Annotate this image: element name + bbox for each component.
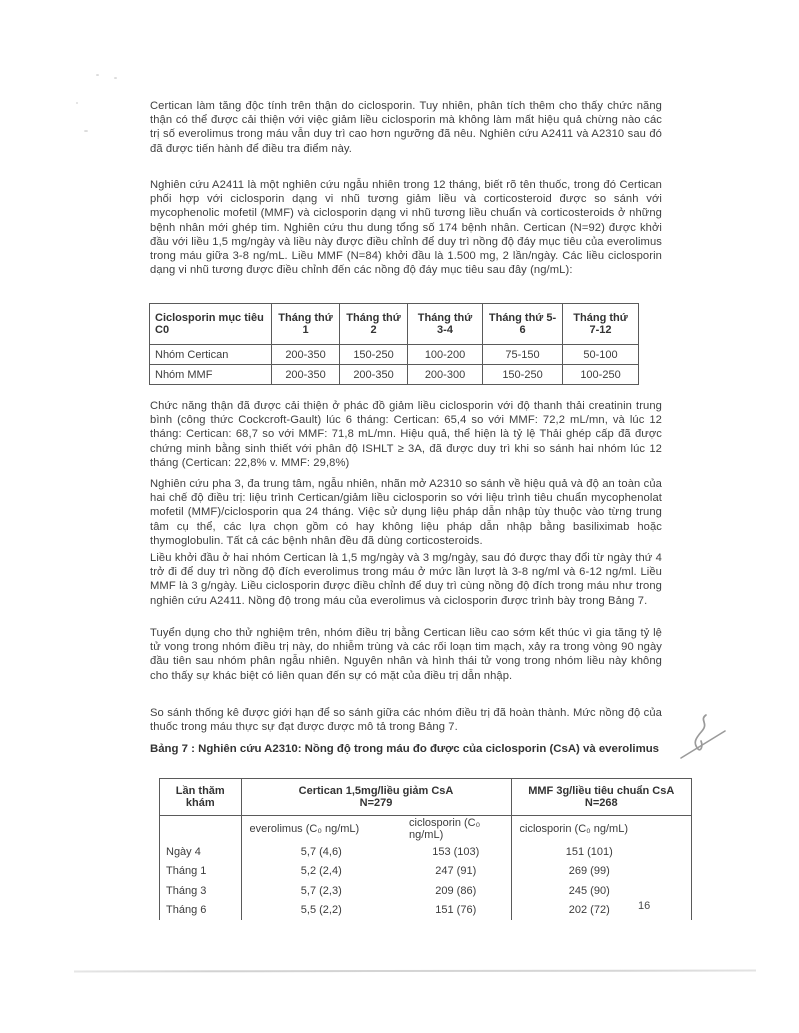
header-cell-mmf-group [511, 779, 691, 816]
subheader-empty [160, 816, 241, 843]
paragraph-study-a2411: Nghiên cứu A2411 là một nghiên cứu ngẫu nhiên trong 12 tháng, biết rõ tên thuốc, trong đó Certican phối hợp với ciclosporin dạng vi nhũ tương giảm liều và corticosteroid được so sánh với mycophenolic mofetil (MMF) và ciclosporin dạng vi nhũ tương liều chuẩn và corticosteroids ở những bệnh nhân mới ghép tim. Nghiên cứu thu dung tổng số 174 bệnh nhân. Certican (N=92) được khởi đầu với liều 1,5 mg/ngày và liều này được điều chỉnh để duy trì nồng độ đáy mục tiêu của everolimus trong máu giữa 3-8 ng/mL. Liều MMF (N=84) khởi đầu là 1.500 mg, 2 lần/ngày. Các liều ciclosporin dạng vi nhũ tương được điều chỉnh đến các nồng độ đáy mục tiêu sau đây (ng/mL): [150, 179, 662, 277]
certican-group-n: N=279 [359, 797, 393, 809]
cell-value: 150-250 [340, 345, 408, 365]
page-edge-scan-line [74, 970, 756, 973]
cell-everolimus: 5,7 (2,3) [241, 881, 401, 901]
cell-mmf-ciclosporin: 202 (72) [511, 901, 691, 921]
cell-value: 200-350 [272, 365, 340, 385]
cell-ciclosporin: 247 (91) [435, 865, 477, 878]
subheader-mmf-ciclosporin: ciclosporin (C₀ ng/mL) [511, 816, 691, 843]
table-header-row [160, 779, 691, 816]
cell-mmf-ciclosporin: 245 (90) [511, 881, 691, 901]
cell-everolimus: 5,2 (2,4) [241, 862, 401, 882]
table7-caption: Bảng 7 : Nghiên cứu A2310: Nồng độ trong máu đo được của ciclosporin (CsA) và everolimus [150, 743, 659, 755]
header-cell-month-7-12: Tháng thứ 7-12 [563, 304, 639, 345]
certican-group-label: Certican 1,5mg/liều giảm CsA [298, 785, 454, 797]
scan-artifact-speck [96, 74, 99, 76]
cell-visit: Ngày 4 [166, 845, 201, 858]
table-row-month-3 [160, 881, 691, 901]
cell-ciclosporin: 151 (76) [435, 904, 477, 917]
paragraph-trial-recruitment: Tuyển dụng cho thử nghiệm trên, nhóm điều trị bằng Certican liều cao sớm kết thúc vì gia tăng tỷ lệ tử vong trong nhóm điều trị này, do nhiễm trùng và các rối loạn tim mạch, xảy ra trong vòng 90 ngày đầu tiên sau nhóm phân ngẫu nhiên. Nguyên nhân và hình thái tử vong trong nhóm liều này không cho thấy sự khác biệt có liên quan đến sự có mặt của điều trị dẫn nhập. [150, 627, 662, 682]
cell-value: 200-350 [272, 345, 340, 365]
cell-value: 50-100 [563, 345, 639, 365]
cell-mmf-ciclosporin: 151 (101) [511, 842, 691, 862]
cell-value: 75-150 [483, 345, 563, 365]
ciclosporin-target-table [149, 303, 639, 385]
table-row-month-1 [160, 862, 691, 882]
cell-value: 100-250 [563, 365, 639, 385]
header-cell-c0-target: Ciclosporin mục tiêu C0 [150, 304, 272, 345]
header-cell-certican-group [241, 779, 511, 816]
cell-visit: Tháng 3 [166, 884, 207, 897]
paragraph-renal-toxicity: Certican làm tăng độc tính trên thận do ciclosporin. Tuy nhiên, phân tích thêm cho thấy chức năng thận có thể được cải thiện với việc giảm liều ciclosporin mà không làm mất hiệu quả chừng nào các trị số everolimus trong máu vẫn duy trì cao hơn ngưỡng đã nêu. Nghiên cứu A2411 và A2310 sau đó đã được tiến hành để điều tra điểm này. [150, 100, 662, 155]
mmf-group-n: N=268 [584, 797, 618, 809]
table-row-certican-group [150, 345, 639, 365]
table-row-mmf-group [150, 365, 639, 385]
cell-mmf-ciclosporin: 269 (99) [511, 862, 691, 882]
header-cell-month-5-6: Tháng thứ 5-6 [483, 304, 563, 345]
table-header-row [150, 304, 639, 345]
cell-value: 200-350 [340, 365, 408, 385]
scan-artifact-speck [84, 130, 88, 132]
table-row-month-6 [160, 901, 691, 921]
mmf-group-label: MMF 3g/liều tiêu chuẩn CsA [528, 785, 675, 797]
cell-value: 200-300 [408, 365, 483, 385]
header-cell-month-1: Tháng thứ 1 [272, 304, 340, 345]
paragraph-study-a2310: Nghiên cứu pha 3, đa trung tâm, ngẫu nhiên, nhãn mở A2310 so sánh về hiệu quả và độ an toàn của hai chế độ điều trị: liệu trình Certican/giảm liều ciclosporin so với liệu trình tiêu chuẩn mycophenolat mofetil (MMF)/ciclosporin qua 24 tháng. Việc sử dụng liệu pháp dẫn nhập tùy thuộc vào từng trung tâm cụ thể, các lựa chọn gồm có hay không liệu pháp dẫn nhập bằng basiliximab hoặc thymoglobulin. Tất cả các bệnh nhân đều đã dùng corticosteroids. [150, 478, 662, 547]
scan-artifact-speck [114, 77, 117, 79]
header-cell-visit: Lần thăm khám [160, 779, 241, 816]
cell-group-label: Nhóm MMF [150, 365, 272, 385]
paragraph-statistics-note: So sánh thống kê được giới hạn để so sánh giữa các nhóm điều trị đã hoàn thành. Mức nồng độ của thuốc trong máu thực sự đạt được được mô tả trong Bảng 7. [150, 707, 662, 734]
cell-everolimus: 5,7 (4,6) [241, 842, 401, 862]
cell-ciclosporin: 153 (103) [432, 845, 480, 858]
table-row-day-4 [160, 842, 691, 862]
page-number: 16 [638, 900, 651, 912]
table-subheader-row [160, 816, 691, 843]
cell-ciclosporin: 209 (86) [435, 884, 477, 897]
cell-value: 100-200 [408, 345, 483, 365]
subheader-ciclosporin: ciclosporin (C₀ ng/mL) [409, 817, 481, 841]
subheader-everolimus: everolimus (C₀ ng/mL) [241, 816, 401, 843]
cell-group-label: Nhóm Certican [150, 345, 272, 365]
paragraph-renal-function: Chức năng thận đã được cải thiện ở phác đồ giảm liều ciclosporin với độ thanh thải creatinin trung bình (công thức Cockcroft-Gault) lúc 6 tháng: Certican: 65,4 so với MMF: 72,2 mL/mn, và lúc 12 tháng: Certican: 68,7 so với MMF: 71,8 mL/mn. Hiệu quả, thể hiện là tỷ lệ Thải ghép cấp đã được chứng minh bằng sinh thiết với phân độ ISHLT ≥ 3A, đã được duy trì khi so sánh hai nhóm lúc 12 tháng (Certican: 22,8% v. MMF: 29,8%) [150, 400, 662, 469]
handwritten-initials-mark [672, 708, 734, 770]
cell-visit: Tháng 1 [166, 865, 207, 878]
cell-everolimus: 5,5 (2,2) [241, 901, 401, 921]
cell-visit: Tháng 6 [166, 904, 207, 917]
scan-artifact-speck [76, 102, 78, 104]
cell-value: 150-250 [483, 365, 563, 385]
header-cell-month-3-4: Tháng thứ 3-4 [408, 304, 483, 345]
paragraph-initial-doses: Liều khởi đầu ở hai nhóm Certican là 1,5 mg/ngày và 3 mg/ngày, sau đó được thay đổi từ ngày thứ 4 trở đi để duy trì nồng độ đích everolimus trong máu ở mức lần lượt là 3-8 ng/ml và 6-12 ng/ml. Liều MMF là 3 g/ngày. Liều ciclosporin được điều chỉnh để duy trì cùng nồng độ đích trong máu như trong nghiên cứu A2411. Nồng độ trong máu của everolimus và ciclosporin được trình bày trong Bảng 7. [150, 552, 662, 607]
header-cell-month-2: Tháng thứ 2 [340, 304, 408, 345]
blood-concentration-table [159, 778, 692, 920]
